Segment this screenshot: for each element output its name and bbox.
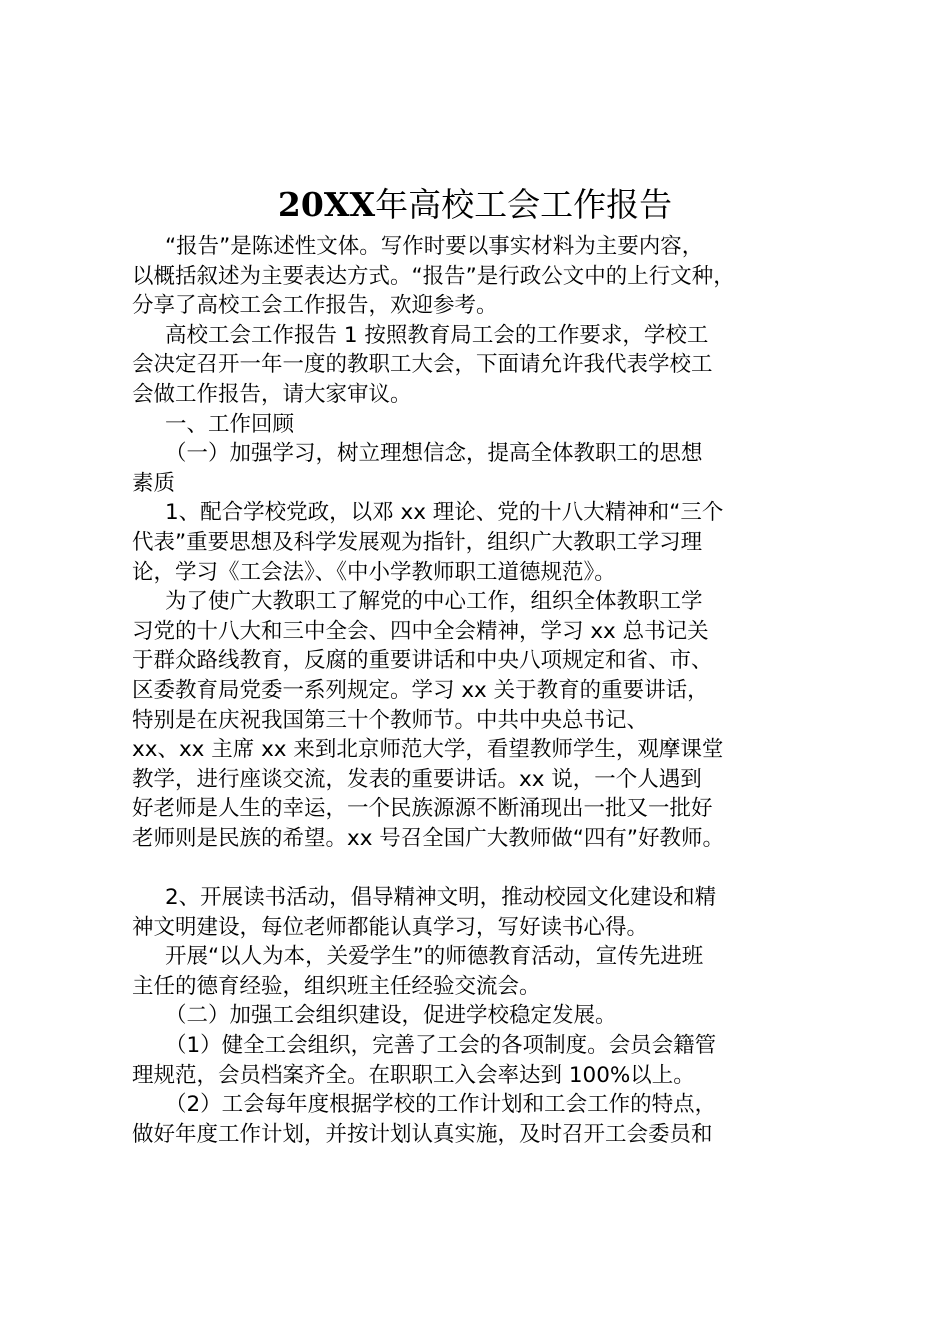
paragraph-line: 代表”重要思想及科学发展观为指针，组织广大教职工学习理 bbox=[132, 529, 703, 555]
paragraph-line: 老师则是民族的希望。xx 号召全国广大教师做“四有”好教师。 bbox=[132, 825, 725, 851]
paragraph-line: xx、xx 主席 xx 来到北京师范大学，看望教师学生，观摩课堂 bbox=[132, 737, 724, 763]
paragraph-line: “报告”是陈述性文体。写作时要以事实材料为主要内容， bbox=[165, 234, 704, 259]
title-year: 20XX bbox=[277, 185, 376, 224]
section-heading: 一、工作回顾 bbox=[165, 411, 295, 437]
paragraph-line: 于群众路线教育，反腐的重要讲话和中央八项规定和省、市、 bbox=[132, 648, 713, 674]
paragraph-line: 高校工会工作报告 1 按照教育局工会的工作要求，学校工 bbox=[165, 322, 709, 348]
paragraph-line: 以概括叙述为主要表达方式。“报告”是行政公文中的上行文种， bbox=[132, 263, 735, 289]
title-text: 年高校工会工作报告 bbox=[375, 185, 673, 224]
paragraph-line: （2）工会每年度根据学校的工作计划和工会工作的特点， bbox=[165, 1092, 717, 1118]
paragraph-line: 特别是在庆祝我国第三十个教师节。中共中央总书记、 bbox=[132, 707, 649, 733]
paragraph-line: 1、配合学校党政，以邓 xx 理论、党的十八大精神和“三个 bbox=[165, 500, 724, 526]
document-body bbox=[132, 232, 832, 1149]
paragraph-line: 2、开展读书活动，倡导精神文明，推动校园文化建设和精 bbox=[165, 885, 717, 911]
paragraph-line: 做好年度工作计划，并按计划认真实施，及时召开工会委员和 bbox=[132, 1121, 713, 1147]
paragraph-line: 主任的德育经验，组织班主任经验交流会。 bbox=[132, 973, 541, 999]
paragraph-line: 理规范，会员档案齐全。在职职工入会率达到 100%以上。 bbox=[132, 1062, 695, 1088]
subsection-heading: （一）加强学习，树立理想信念，提高全体教职工的思想 bbox=[165, 441, 703, 467]
subsection-heading: 素质 bbox=[132, 470, 176, 496]
paragraph-line: 区委教育局党委一系列规定。学习 xx 关于教育的重要讲话， bbox=[132, 677, 709, 703]
paragraph-line: 为了使广大教职工了解党的中心工作，组织全体教职工学 bbox=[165, 589, 703, 615]
paragraph-line: 会决定召开一年一度的教职工大会，下面请允许我代表学校工 bbox=[132, 352, 713, 378]
subsection-heading: （二）加强工会组织建设，促进学校稳定发展。 bbox=[165, 1003, 617, 1029]
paragraph-line: 教学，进行座谈交流，发表的重要讲话。xx 说，一个人遇到 bbox=[132, 766, 702, 792]
paragraph-line: 论，学习《工会法》、《中小学教师职工道德规范》。 bbox=[132, 559, 616, 585]
document-title bbox=[0, 180, 950, 230]
paragraph-line: 好老师是人生的幸运，一个民族源源不断涌现出一批又一批好 bbox=[132, 796, 713, 822]
paragraph-line: 神文明建设，每位老师都能认真学习，写好读书心得。 bbox=[132, 914, 649, 940]
paragraph-line: 会做工作报告，请大家审议。 bbox=[132, 381, 412, 407]
paragraph-line: 开展“以人为本，关爱学生”的师德教育活动，宣传先进班 bbox=[165, 944, 704, 970]
paragraph-line: （1）健全工会组织，完善了工会的各项制度。会员会籍管 bbox=[165, 1033, 717, 1059]
paragraph-line: 习党的十八大和三中全会、四中全会精神，学习 xx 总书记关 bbox=[132, 618, 709, 644]
blank-line bbox=[132, 853, 832, 883]
paragraph-line: 分享了高校工会工作报告，欢迎参考。 bbox=[132, 293, 498, 319]
